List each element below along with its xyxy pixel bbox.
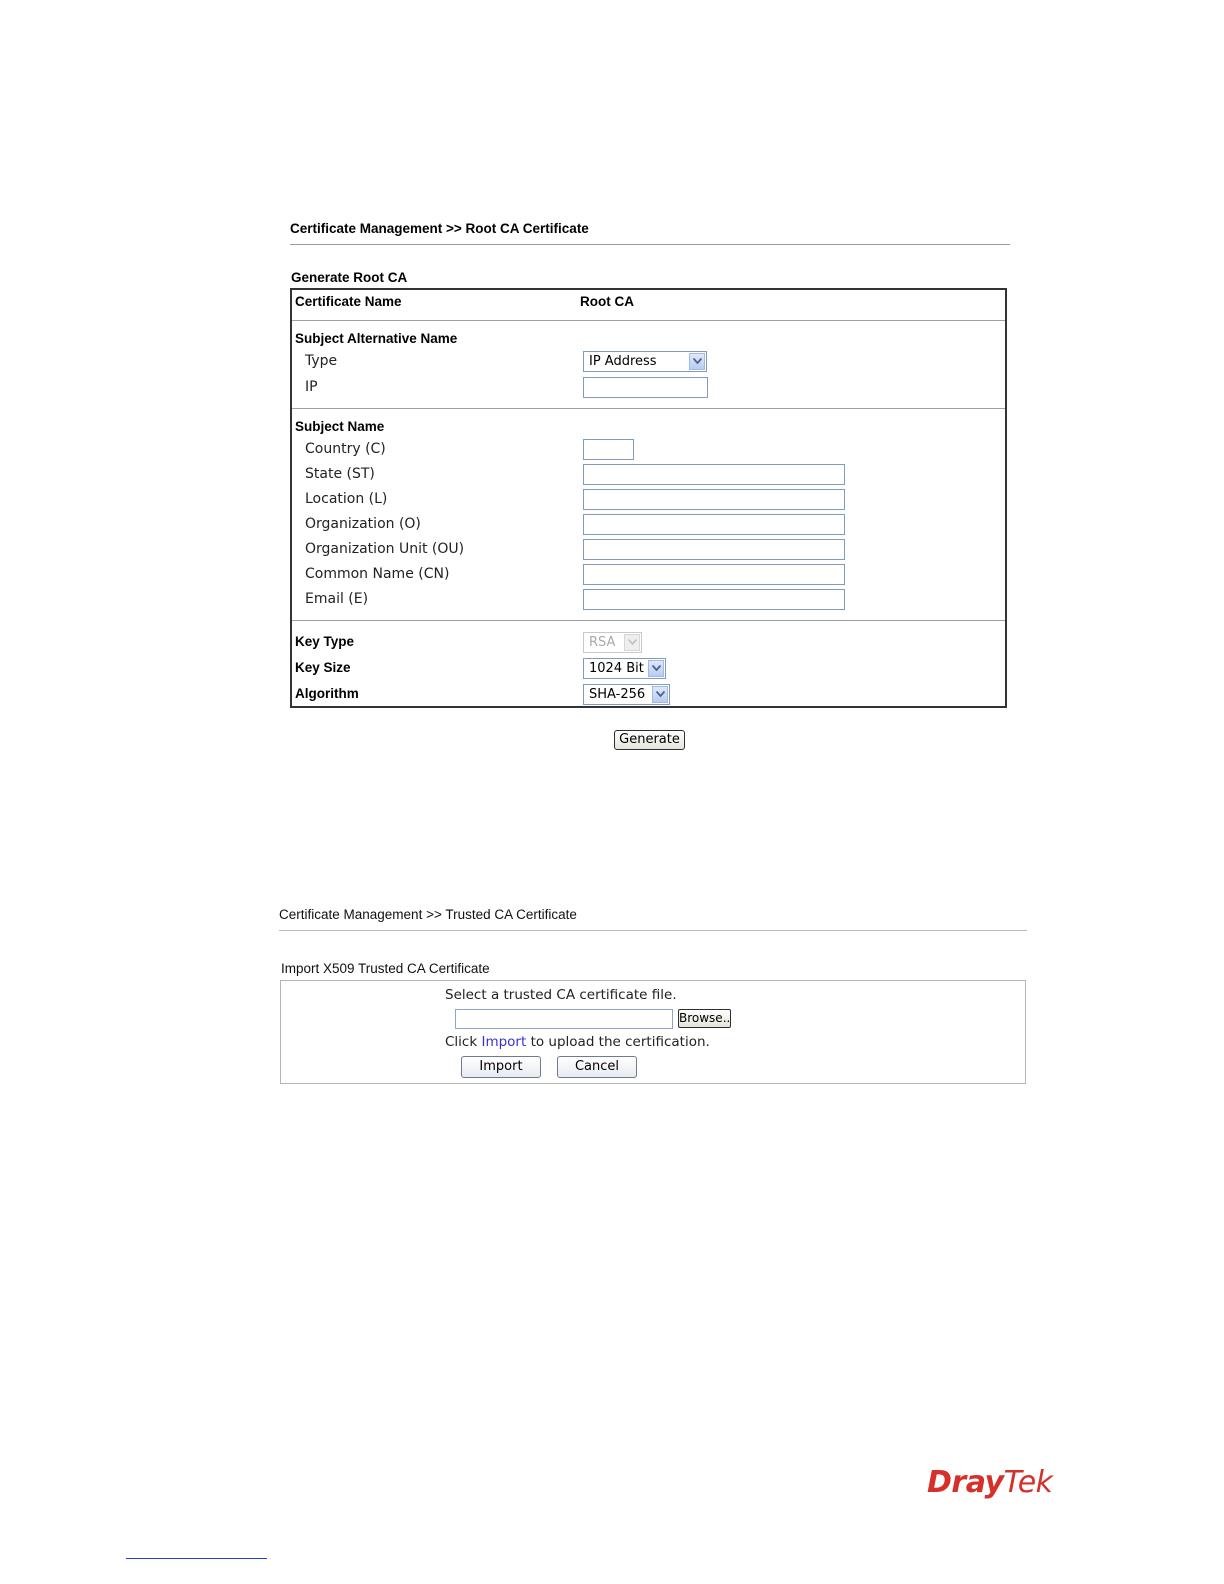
type-label: Type: [305, 353, 338, 369]
org-unit-label: Organization Unit (OU): [305, 541, 465, 557]
import-hint: [445, 1034, 710, 1050]
organization-input[interactable]: [583, 514, 845, 535]
page-title-trusted-ca: Certificate Management >> Trusted CA Certificate: [279, 907, 577, 922]
email-label: Email (E): [305, 591, 369, 607]
key-size-select[interactable]: [583, 658, 666, 679]
row-divider: [292, 408, 1005, 409]
type-select[interactable]: [583, 351, 707, 372]
algorithm-select[interactable]: [583, 684, 670, 705]
key-size-value: 1024 Bit: [589, 661, 644, 676]
key-type-label: Key Type: [295, 634, 355, 649]
common-name-input[interactable]: [583, 564, 845, 585]
chevron-down-icon: [689, 353, 705, 370]
key-type-value: RSA: [589, 635, 616, 650]
page-title-root-ca: Certificate Management >> Root CA Certificate: [290, 221, 589, 236]
algorithm-label: Algorithm: [295, 686, 359, 701]
footer-rule: [126, 1558, 267, 1559]
logo-text-tek: Tek: [1003, 1465, 1053, 1500]
row-divider: [292, 320, 1005, 321]
common-name-label: Common Name (CN): [305, 566, 450, 582]
subject-name-title: Subject Name: [295, 419, 385, 434]
type-select-value: IP Address: [589, 354, 657, 369]
org-unit-input[interactable]: [583, 539, 845, 560]
chevron-down-icon: [624, 634, 640, 651]
title-divider: [279, 930, 1027, 931]
ip-input[interactable]: [583, 377, 708, 398]
import-instruction: Select a trusted CA certificate file.: [445, 987, 677, 1003]
import-hint-prefix: Click: [445, 1034, 482, 1050]
browse-button[interactable]: Browse..: [678, 1009, 731, 1028]
draytek-logo: [927, 1465, 1053, 1500]
location-label: Location (L): [305, 491, 388, 507]
import-button[interactable]: Import: [461, 1056, 541, 1078]
row-divider: [292, 620, 1005, 621]
key-size-label: Key Size: [295, 660, 351, 675]
algorithm-value: SHA-256: [589, 687, 646, 702]
import-hint-suffix: to upload the certification.: [526, 1034, 710, 1050]
certificate-name-value: Root CA: [580, 294, 634, 309]
cancel-button[interactable]: Cancel: [557, 1056, 637, 1078]
email-input[interactable]: [583, 589, 845, 610]
chevron-down-icon: [648, 660, 664, 677]
organization-label: Organization (O): [305, 516, 421, 532]
country-label: Country (C): [305, 441, 386, 457]
certificate-name-label: Certificate Name: [295, 294, 402, 309]
section-title-generate: Generate Root CA: [291, 270, 408, 285]
state-label: State (ST): [305, 466, 375, 482]
state-input[interactable]: [583, 464, 845, 485]
title-divider: [290, 244, 1010, 245]
import-link[interactable]: Import: [481, 1034, 527, 1050]
section-title-import: Import X509 Trusted CA Certificate: [281, 961, 490, 976]
subject-alt-name-title: Subject Alternative Name: [295, 331, 458, 346]
ip-label: IP: [305, 379, 318, 395]
key-type-select: [583, 632, 642, 653]
location-input[interactable]: [583, 489, 845, 510]
chevron-down-icon: [652, 686, 668, 703]
generate-button[interactable]: Generate: [614, 730, 685, 750]
import-trusted-ca-form: [280, 980, 1026, 1084]
generate-root-ca-form: [290, 288, 1007, 708]
logo-text-dray: Dray: [927, 1465, 1004, 1500]
file-path-input[interactable]: [455, 1009, 673, 1029]
country-input[interactable]: [583, 439, 634, 460]
